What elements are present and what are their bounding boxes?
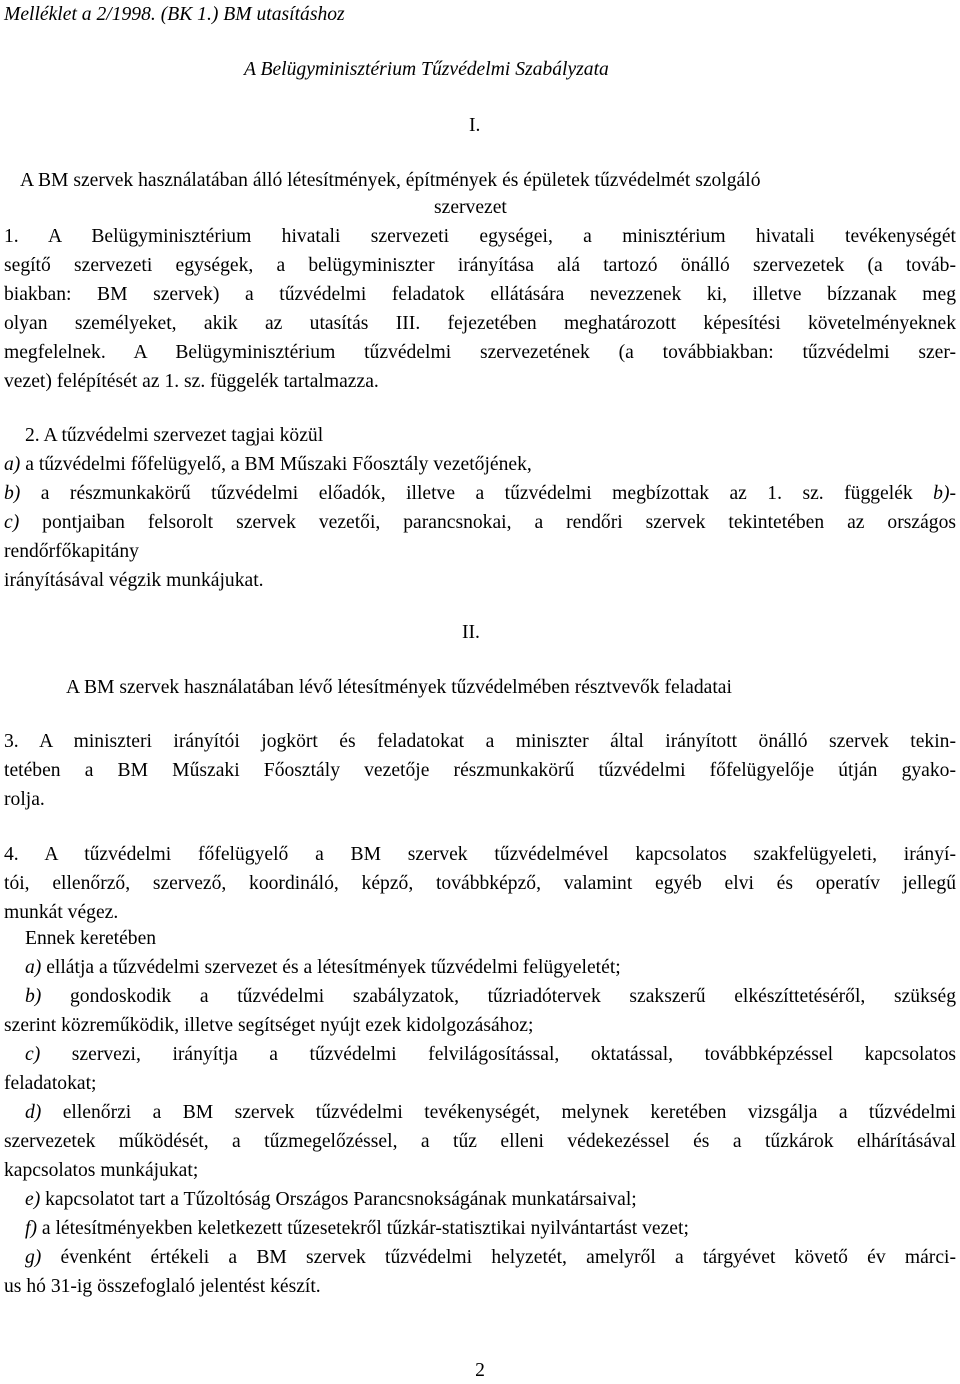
- p1-line: vezet) felépítését az 1. sz. függelék tartalmazza.: [4, 371, 379, 392]
- item-label: b)-: [933, 483, 956, 504]
- p4-item-a: [25, 953, 621, 982]
- p3-line: tetében a BM Műszaki Főosztály vezetője részmunkakörű tűzvédelmi főfelügyelője útján gyako-: [4, 760, 956, 781]
- item-label: f): [25, 1218, 37, 1239]
- p1-line: megfelelnek. A Belügyminisztérium tűzvédelmi szervezetének (a továbbiakban: tűzvédelmi szer-: [4, 342, 956, 363]
- item-label: c): [25, 1044, 41, 1065]
- item-text: ellenőrzi a BM szervek tűzvédelmi tevékenységét, melynek keretében vizsgálja a tűzvédelmi: [41, 1102, 956, 1123]
- p4-item-b-cont: szerint közreműködik, illetve segítséget nyújt ezek kidolgozásához;: [4, 1015, 534, 1036]
- item-label: a): [25, 957, 42, 978]
- item-text: pontjaiban felsorolt szervek vezetői, parancsnokai, a rendőri szervek tekintetében az országos: [19, 512, 956, 533]
- item-text: kapcsolatot tart a Tűzoltóság Országos Parancsnokságának munkatársaival;: [40, 1189, 637, 1210]
- item-text: a részmunkakörű tűzvédelmi előadók, illetve a tűzvédelmi megbízottak az 1. sz. függelék: [20, 483, 934, 504]
- document-title: A Belügyminisztérium Tűzvédelmi Szabályzata: [244, 59, 609, 80]
- p2-line: irányításával végzik munkájukat.: [4, 570, 264, 591]
- p4-item-c: [25, 1040, 956, 1069]
- p2-item-a: [4, 450, 532, 479]
- p2-item-c: [4, 508, 956, 537]
- p4-item-g: [25, 1243, 956, 1272]
- p1-line: segítő szervezeti egységek, a belügyminiszter irányítása alá tartozó önálló szervezetek (a továb-: [4, 255, 956, 276]
- p3-line: rolja.: [4, 789, 45, 810]
- p4-line: tói, ellenőrző, szervező, koordináló, képző, továbbképző, valamint egyéb elvi és operatív jellegű: [4, 873, 956, 894]
- item-label: a): [4, 454, 21, 475]
- p4-item-f: [25, 1214, 689, 1243]
- chapter-1-heading-line2: szervezet: [434, 197, 507, 218]
- chapter-1-heading-line1: A BM szervek használatában álló létesítmények, építmények és épületek tűzvédelmét szolgáló: [20, 170, 761, 191]
- p1-line: biakban: BM szervek) a tűzvédelmi feladatok ellátására nevezzenek ki, illetve bízzanak meg: [4, 284, 956, 305]
- item-text: évenként értékeli a BM szervek tűzvédelmi helyzetét, amelyről a tárgyévet követő év márci-: [41, 1247, 956, 1268]
- chapter-2-numeral: II.: [462, 622, 480, 643]
- chapter-1-numeral: I.: [469, 115, 481, 136]
- p4-item-e: [25, 1185, 637, 1214]
- item-text: gondoskodik a tűzvédelmi szabályzatok, tűzriadótervek szakszerű elkészíttetéséről, szükség: [41, 986, 956, 1007]
- item-text: ellátja a tűzvédelmi szervezet és a létesítmények tűzvédelmi felügyeletét;: [41, 957, 621, 978]
- item-text: szervezi, irányítja a tűzvédelmi felvilágosítással, oktatással, továbbképzéssel kapcsolatos: [40, 1044, 956, 1065]
- p4-item-d-cont: kapcsolatos munkájukat;: [4, 1160, 199, 1181]
- p4-item-g-cont: us hó 31-ig összefoglaló jelentést készít.: [4, 1276, 321, 1297]
- item-label: c): [4, 512, 20, 533]
- p2-intro: 2. A tűzvédelmi szervezet tagjai közül: [25, 425, 324, 446]
- p1-line: 1. A Belügyminisztérium hivatali szervezeti egységei, a minisztérium hivatali tevékenységét: [4, 226, 956, 247]
- item-text: a tűzvédelmi főfelügyelő, a BM Műszaki Főosztály vezetőjének,: [20, 454, 532, 475]
- p4-line: 4. A tűzvédelmi főfelügyelő a BM szervek tűzvédelmével kapcsolatos szakfelügyeleti, irányí-: [4, 844, 956, 865]
- p4-intro: Ennek keretében: [25, 928, 157, 949]
- item-label: b): [25, 986, 42, 1007]
- item-text: a létesítményekben keletkezett tűzesetekről tűzkár-statisztikai nyilvántartást vezet;: [36, 1218, 689, 1239]
- p2-item-b: [4, 479, 956, 508]
- p2-line: rendőrfőkapitány: [4, 541, 139, 562]
- item-label: e): [25, 1189, 41, 1210]
- p4-item-d-cont: szervezetek működését, a tűzmegelőzéssel, a tűz elleni védekezéssel és a tűzkárok elhárításával: [4, 1131, 956, 1152]
- p4-item-c-cont: feladatokat;: [4, 1073, 97, 1094]
- item-label: d): [25, 1102, 42, 1123]
- p4-item-d: [25, 1098, 956, 1127]
- annex-reference: Melléklet a 2/1998. (BK 1.) BM utasításhoz: [4, 4, 345, 25]
- p1-line: olyan személyeket, akik az utasítás III. fejezetében meghatározott képesítési követelményeknek: [4, 313, 956, 334]
- p3-line: 3. A miniszteri irányítói jogkört és feladatokat a miniszter által irányított önálló szervek tekin-: [4, 731, 956, 752]
- item-label: g): [25, 1247, 42, 1268]
- item-label: b): [4, 483, 21, 504]
- p4-item-b: [25, 982, 956, 1011]
- page-number: 2: [475, 1360, 485, 1381]
- chapter-2-heading: A BM szervek használatában lévő létesítmények tűzvédelmében résztvevők feladatai: [66, 677, 732, 698]
- p4-line: munkát végez.: [4, 902, 119, 923]
